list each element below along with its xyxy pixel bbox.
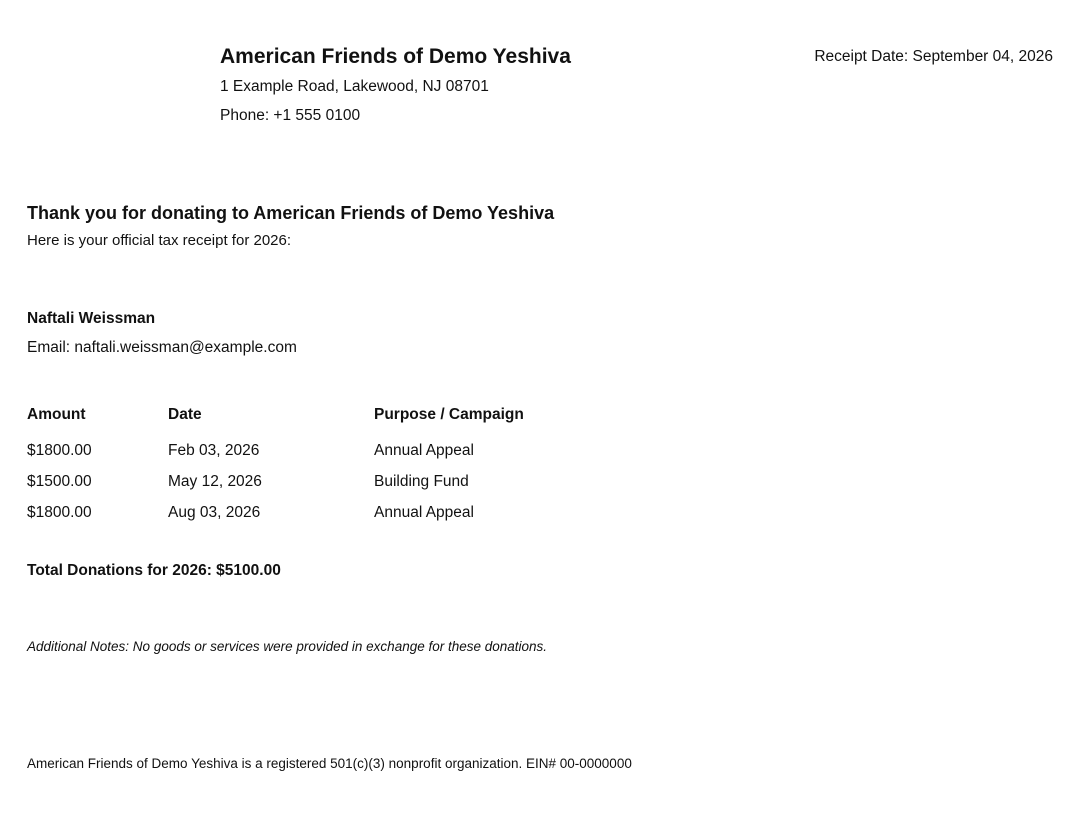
table-row <box>27 466 634 497</box>
organization-name: American Friends of Demo Yeshiva <box>220 45 571 68</box>
donation-purpose: Annual Appeal <box>374 503 474 521</box>
donor-email: Email: naftali.weissman@example.com <box>27 339 297 356</box>
donation-amount: $1800.00 <box>27 503 92 521</box>
donor-name: Naftali Weissman <box>27 310 156 327</box>
column-header-date: Date <box>168 406 202 423</box>
column-header-purpose: Purpose / Campaign <box>374 406 524 423</box>
donation-purpose: Building Fund <box>374 472 469 490</box>
additional-notes: Additional Notes: No goods or services were provided in exchange for these donations. <box>27 639 548 654</box>
donation-date: Feb 03, 2026 <box>168 441 260 459</box>
thank-you-heading: Thank you for donating to American Friends of Demo Yeshiva <box>27 203 555 223</box>
donation-amount: $1500.00 <box>27 472 92 490</box>
nonprofit-disclaimer: American Friends of Demo Yeshiva is a registered 501(c)(3) nonprofit organization. EIN# 00-0000000 <box>27 756 632 771</box>
organization-phone: Phone: +1 555 0100 <box>220 107 361 124</box>
donation-date: Aug 03, 2026 <box>168 503 261 521</box>
table-row <box>27 435 634 466</box>
donation-purpose: Annual Appeal <box>374 441 474 459</box>
table-row <box>27 497 634 528</box>
table-header-row <box>27 403 634 435</box>
column-header-amount: Amount <box>27 406 86 423</box>
receipt-date: Receipt Date: September 04, 2026 <box>814 48 1053 65</box>
donations-table <box>27 403 634 528</box>
receipt-subheading: Here is your official tax receipt for 2026: <box>27 232 292 249</box>
donation-date: May 12, 2026 <box>168 472 262 490</box>
donation-amount: $1800.00 <box>27 441 92 459</box>
total-donations: Total Donations for 2026: $5100.00 <box>27 562 281 579</box>
organization-address: 1 Example Road, Lakewood, NJ 08701 <box>220 78 489 95</box>
